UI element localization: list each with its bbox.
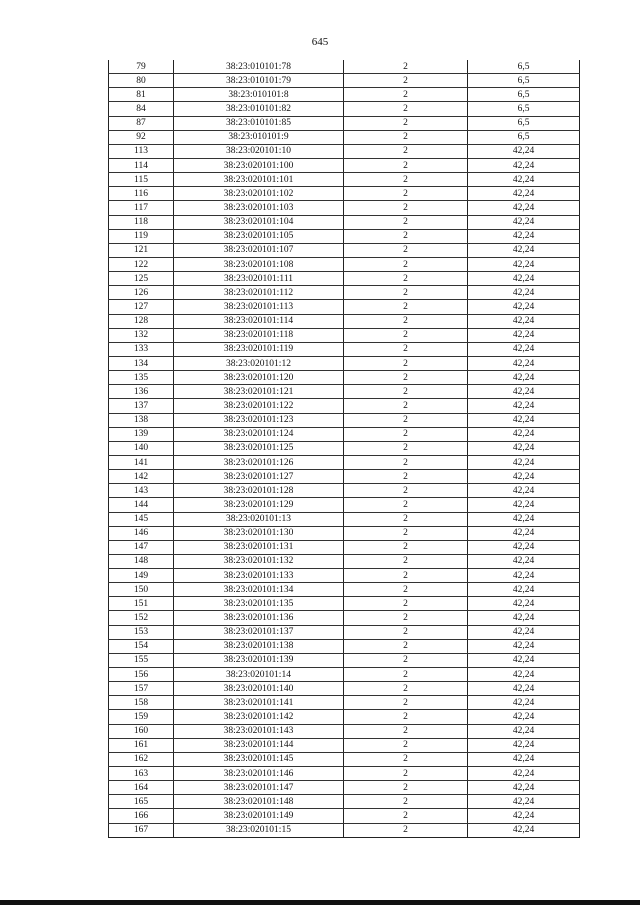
row-number-cell: 166 [109,809,174,823]
row-number-cell: 139 [109,427,174,441]
cadastral-number-cell: 38:23:020101:13 [174,512,344,526]
value-cell: 42,24 [468,356,580,370]
value-cell: 42,24 [468,441,580,455]
value-cell: 42,24 [468,625,580,639]
cadastral-number-cell: 38:23:010101:85 [174,116,344,130]
table-row [109,116,580,130]
cadastral-number-cell: 38:23:020101:108 [174,257,344,271]
table-row [109,187,580,201]
row-number-cell: 125 [109,272,174,286]
value-cell: 42,24 [468,696,580,710]
table-row [109,201,580,215]
code-cell: 2 [344,74,468,88]
row-number-cell: 138 [109,413,174,427]
table-row [109,243,580,257]
table-row [109,625,580,639]
code-cell: 2 [344,243,468,257]
code-cell: 2 [344,696,468,710]
value-cell: 42,24 [468,512,580,526]
table-row [109,60,580,74]
page-number: 645 [311,36,329,48]
code-cell: 2 [344,441,468,455]
code-cell: 2 [344,116,468,130]
row-number-cell: 119 [109,229,174,243]
cadastral-number-cell: 38:23:020101:102 [174,187,344,201]
row-number-cell: 137 [109,399,174,413]
value-cell: 42,24 [468,781,580,795]
table-row [109,738,580,752]
cadastral-number-cell: 38:23:010101:78 [174,60,344,74]
table-row [109,653,580,667]
row-number-cell: 134 [109,356,174,370]
cadastral-number-cell: 38:23:020101:113 [174,300,344,314]
row-number-cell: 126 [109,286,174,300]
code-cell: 2 [344,399,468,413]
value-cell: 42,24 [468,243,580,257]
code-cell: 2 [344,710,468,724]
cadastral-number-cell: 38:23:020101:10 [174,144,344,158]
code-cell: 2 [344,102,468,116]
cadastral-number-cell: 38:23:020101:105 [174,229,344,243]
row-number-cell: 140 [109,441,174,455]
value-cell: 6,5 [468,74,580,88]
cadastral-number-cell: 38:23:020101:120 [174,371,344,385]
row-number-cell: 162 [109,752,174,766]
row-number-cell: 159 [109,710,174,724]
row-number-cell: 141 [109,455,174,469]
value-cell: 42,24 [468,526,580,540]
value-cell: 42,24 [468,215,580,229]
code-cell: 2 [344,653,468,667]
cadastral-number-cell: 38:23:020101:129 [174,498,344,512]
cadastral-number-cell: 38:23:020101:125 [174,441,344,455]
value-cell: 42,24 [468,257,580,271]
table-row [109,724,580,738]
table-row [109,272,580,286]
code-cell: 2 [344,385,468,399]
cadastral-number-cell: 38:23:010101:82 [174,102,344,116]
row-number-cell: 81 [109,88,174,102]
table-row [109,455,580,469]
code-cell: 2 [344,781,468,795]
cadastral-number-cell: 38:23:020101:121 [174,385,344,399]
code-cell: 2 [344,512,468,526]
cadastral-number-cell: 38:23:010101:8 [174,88,344,102]
value-cell: 42,24 [468,682,580,696]
table-row [109,385,580,399]
code-cell: 2 [344,738,468,752]
code-cell: 2 [344,413,468,427]
row-number-cell: 149 [109,569,174,583]
code-cell: 2 [344,144,468,158]
table-row [109,314,580,328]
table-row [109,74,580,88]
code-cell: 2 [344,356,468,370]
code-cell: 2 [344,795,468,809]
code-cell: 2 [344,569,468,583]
table-row [109,371,580,385]
row-number-cell: 145 [109,512,174,526]
table-row [109,158,580,172]
row-number-cell: 121 [109,243,174,257]
table-body [109,60,580,837]
table-row [109,710,580,724]
code-cell: 2 [344,314,468,328]
cadastral-number-cell: 38:23:020101:128 [174,484,344,498]
row-number-cell: 84 [109,102,174,116]
cadastral-number-cell: 38:23:020101:112 [174,286,344,300]
table-row [109,173,580,187]
value-cell: 42,24 [468,286,580,300]
table-row [109,130,580,144]
value-cell: 42,24 [468,569,580,583]
cadastral-number-cell: 38:23:020101:111 [174,272,344,286]
cadastral-number-cell: 38:23:020101:147 [174,781,344,795]
row-number-cell: 136 [109,385,174,399]
cadastral-number-cell: 38:23:020101:15 [174,823,344,837]
table-row [109,342,580,356]
code-cell: 2 [344,724,468,738]
value-cell: 42,24 [468,484,580,498]
row-number-cell: 135 [109,371,174,385]
value-cell: 42,24 [468,173,580,187]
row-number-cell: 165 [109,795,174,809]
code-cell: 2 [344,88,468,102]
row-number-cell: 79 [109,60,174,74]
value-cell: 42,24 [468,342,580,356]
value-cell: 42,24 [468,710,580,724]
value-cell: 42,24 [468,724,580,738]
row-number-cell: 158 [109,696,174,710]
value-cell: 42,24 [468,371,580,385]
cadastral-number-cell: 38:23:010101:79 [174,74,344,88]
row-number-cell: 92 [109,130,174,144]
value-cell: 42,24 [468,427,580,441]
code-cell: 2 [344,187,468,201]
row-number-cell: 142 [109,470,174,484]
row-number-cell: 146 [109,526,174,540]
value-cell: 6,5 [468,102,580,116]
row-number-cell: 127 [109,300,174,314]
row-number-cell: 114 [109,158,174,172]
cadastral-number-cell: 38:23:020101:138 [174,639,344,653]
table-row [109,781,580,795]
table-row [109,767,580,781]
table-row [109,413,580,427]
code-cell: 2 [344,158,468,172]
row-number-cell: 116 [109,187,174,201]
cadastral-number-cell: 38:23:020101:130 [174,526,344,540]
value-cell: 42,24 [468,639,580,653]
cadastral-number-cell: 38:23:020101:118 [174,328,344,342]
row-number-cell: 148 [109,554,174,568]
row-number-cell: 144 [109,498,174,512]
value-cell: 42,24 [468,158,580,172]
row-number-cell: 122 [109,257,174,271]
value-cell: 6,5 [468,130,580,144]
code-cell: 2 [344,60,468,74]
cadastral-number-cell: 38:23:020101:103 [174,201,344,215]
row-number-cell: 133 [109,342,174,356]
value-cell: 42,24 [468,272,580,286]
code-cell: 2 [344,583,468,597]
table-row [109,215,580,229]
cadastral-number-cell: 38:23:020101:134 [174,583,344,597]
value-cell: 42,24 [468,399,580,413]
value-cell: 42,24 [468,767,580,781]
row-number-cell: 147 [109,540,174,554]
code-cell: 2 [344,130,468,144]
table-row [109,668,580,682]
cadastral-number-cell: 38:23:010101:9 [174,130,344,144]
row-number-cell: 87 [109,116,174,130]
value-cell: 42,24 [468,385,580,399]
code-cell: 2 [344,286,468,300]
value-cell: 42,24 [468,583,580,597]
code-cell: 2 [344,371,468,385]
table-row [109,470,580,484]
table-row [109,257,580,271]
code-cell: 2 [344,639,468,653]
table-row [109,696,580,710]
code-cell: 2 [344,257,468,271]
cadastral-number-cell: 38:23:020101:148 [174,795,344,809]
code-cell: 2 [344,625,468,639]
row-number-cell: 164 [109,781,174,795]
value-cell: 42,24 [468,187,580,201]
row-number-cell: 160 [109,724,174,738]
table-row [109,526,580,540]
code-cell: 2 [344,342,468,356]
value-cell: 6,5 [468,116,580,130]
cadastral-number-cell: 38:23:020101:133 [174,569,344,583]
value-cell: 42,24 [468,597,580,611]
cadastral-number-cell: 38:23:020101:119 [174,342,344,356]
value-cell: 42,24 [468,470,580,484]
code-cell: 2 [344,455,468,469]
value-cell: 42,24 [468,752,580,766]
value-cell: 42,24 [468,653,580,667]
scan-edge-band [0,900,640,905]
value-cell: 6,5 [468,60,580,74]
table-row [109,229,580,243]
value-cell: 6,5 [468,88,580,102]
table-row [109,682,580,696]
table-row [109,427,580,441]
cadastral-number-cell: 38:23:020101:123 [174,413,344,427]
value-cell: 42,24 [468,300,580,314]
code-cell: 2 [344,470,468,484]
table-row [109,540,580,554]
code-cell: 2 [344,752,468,766]
cadastral-number-cell: 38:23:020101:101 [174,173,344,187]
code-cell: 2 [344,215,468,229]
cadastral-table [108,60,580,838]
cadastral-number-cell: 38:23:020101:140 [174,682,344,696]
code-cell: 2 [344,272,468,286]
table-row [109,484,580,498]
table-row [109,399,580,413]
table-row [109,102,580,116]
row-number-cell: 154 [109,639,174,653]
table-row [109,583,580,597]
value-cell: 42,24 [468,229,580,243]
cadastral-number-cell: 38:23:020101:145 [174,752,344,766]
cadastral-number-cell: 38:23:020101:132 [174,554,344,568]
table-row [109,752,580,766]
row-number-cell: 118 [109,215,174,229]
table-row [109,569,580,583]
cadastral-number-cell: 38:23:020101:135 [174,597,344,611]
code-cell: 2 [344,823,468,837]
table-row [109,512,580,526]
value-cell: 42,24 [468,540,580,554]
cadastral-number-cell: 38:23:020101:131 [174,540,344,554]
code-cell: 2 [344,809,468,823]
code-cell: 2 [344,554,468,568]
cadastral-number-cell: 38:23:020101:124 [174,427,344,441]
code-cell: 2 [344,540,468,554]
row-number-cell: 156 [109,668,174,682]
table-row [109,823,580,837]
cadastral-number-cell: 38:23:020101:104 [174,215,344,229]
row-number-cell: 150 [109,583,174,597]
value-cell: 42,24 [468,823,580,837]
code-cell: 2 [344,767,468,781]
value-cell: 42,24 [468,314,580,328]
cadastral-number-cell: 38:23:020101:146 [174,767,344,781]
value-cell: 42,24 [468,413,580,427]
value-cell: 42,24 [468,144,580,158]
row-number-cell: 115 [109,173,174,187]
code-cell: 2 [344,526,468,540]
code-cell: 2 [344,611,468,625]
code-cell: 2 [344,173,468,187]
cadastral-number-cell: 38:23:020101:107 [174,243,344,257]
cadastral-number-cell: 38:23:020101:126 [174,455,344,469]
code-cell: 2 [344,668,468,682]
table-row [109,611,580,625]
cadastral-number-cell: 38:23:020101:114 [174,314,344,328]
cadastral-number-cell: 38:23:020101:143 [174,724,344,738]
code-cell: 2 [344,300,468,314]
value-cell: 42,24 [468,809,580,823]
row-number-cell: 117 [109,201,174,215]
row-number-cell: 152 [109,611,174,625]
row-number-cell: 167 [109,823,174,837]
table-row [109,286,580,300]
table-row [109,88,580,102]
code-cell: 2 [344,427,468,441]
cadastral-number-cell: 38:23:020101:137 [174,625,344,639]
table-row [109,144,580,158]
cadastral-number-cell: 38:23:020101:127 [174,470,344,484]
value-cell: 42,24 [468,455,580,469]
value-cell: 42,24 [468,201,580,215]
row-number-cell: 163 [109,767,174,781]
table-row [109,356,580,370]
cadastral-number-cell: 38:23:020101:100 [174,158,344,172]
cadastral-number-cell: 38:23:020101:142 [174,710,344,724]
table-row [109,597,580,611]
value-cell: 42,24 [468,498,580,512]
value-cell: 42,24 [468,738,580,752]
row-number-cell: 151 [109,597,174,611]
cadastral-number-cell: 38:23:020101:139 [174,653,344,667]
table-row [109,554,580,568]
row-number-cell: 132 [109,328,174,342]
cadastral-number-cell: 38:23:020101:12 [174,356,344,370]
code-cell: 2 [344,201,468,215]
row-number-cell: 155 [109,653,174,667]
code-cell: 2 [344,328,468,342]
cadastral-number-cell: 38:23:020101:149 [174,809,344,823]
table-row [109,795,580,809]
table-row [109,809,580,823]
cadastral-number-cell: 38:23:020101:144 [174,738,344,752]
code-cell: 2 [344,484,468,498]
value-cell: 42,24 [468,795,580,809]
code-cell: 2 [344,229,468,243]
code-cell: 2 [344,682,468,696]
cadastral-number-cell: 38:23:020101:141 [174,696,344,710]
value-cell: 42,24 [468,554,580,568]
table-row [109,498,580,512]
row-number-cell: 157 [109,682,174,696]
row-number-cell: 80 [109,74,174,88]
code-cell: 2 [344,498,468,512]
code-cell: 2 [344,597,468,611]
row-number-cell: 143 [109,484,174,498]
row-number-cell: 161 [109,738,174,752]
table-row [109,639,580,653]
row-number-cell: 128 [109,314,174,328]
table-row [109,441,580,455]
value-cell: 42,24 [468,668,580,682]
row-number-cell: 153 [109,625,174,639]
row-number-cell: 113 [109,144,174,158]
table-row [109,300,580,314]
cadastral-number-cell: 38:23:020101:14 [174,668,344,682]
value-cell: 42,24 [468,611,580,625]
cadastral-number-cell: 38:23:020101:122 [174,399,344,413]
table-row [109,328,580,342]
cadastral-number-cell: 38:23:020101:136 [174,611,344,625]
value-cell: 42,24 [468,328,580,342]
